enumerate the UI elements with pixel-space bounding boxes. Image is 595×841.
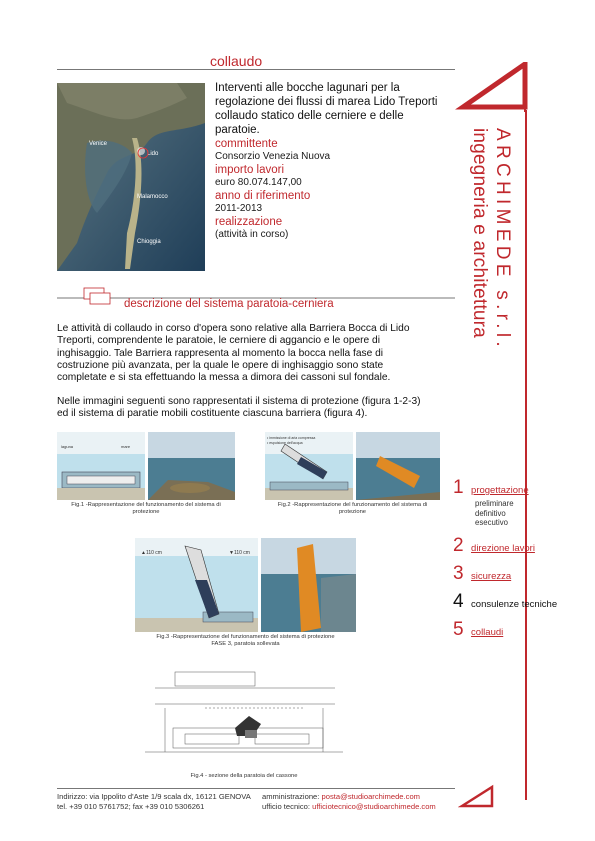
figure-1-caption: Fig.1 -Rappresentazione del funzionamento del sistema di protezione bbox=[71, 502, 221, 515]
menu-item-sicurezza[interactable] bbox=[453, 564, 593, 584]
footer-address: Indirizzo: via Ippolito d'Aste 1/9 scala dx, 16121 GENOVA bbox=[57, 792, 251, 801]
photo-label-venice: Venice bbox=[89, 141, 108, 147]
footer-phone: tel. +39 010 5761752; fax +39 010 5306261 bbox=[57, 802, 205, 811]
figure-3-diagram bbox=[135, 538, 258, 632]
menu-item-collaudi[interactable] bbox=[453, 620, 593, 640]
photo-label-chioggia: Chioggia bbox=[137, 239, 161, 245]
menu-num-5: 5 bbox=[453, 619, 464, 640]
footer-contacts-left bbox=[57, 792, 251, 812]
project-info bbox=[215, 81, 445, 241]
footer-tech-email[interactable]: ufficiotecnico@studioarchimede.com bbox=[312, 802, 436, 811]
menu-item-direzione-lavori[interactable] bbox=[453, 536, 593, 556]
description-paragraph-2: Nelle immagini seguenti sono rappresentati il sistema di protezione (figura 1-2-3) ed il sistema di paratie mobili costituente ciascuna barriera (figura 4). bbox=[57, 396, 421, 420]
figure-1-render bbox=[148, 432, 235, 500]
header-rule bbox=[57, 69, 455, 70]
footer-tech-label: ufficio tecnico: bbox=[262, 802, 310, 811]
footer-contacts-right bbox=[262, 792, 436, 812]
menu-label-direzione-lavori[interactable]: direzione lavori bbox=[471, 543, 535, 554]
description-title: descrizione del sistema paratoia-cerniera bbox=[124, 298, 334, 310]
menu-item-progettazione[interactable] bbox=[453, 478, 593, 498]
figure-1-diagram bbox=[57, 432, 145, 500]
svg-text:mare: mare bbox=[121, 444, 131, 449]
brand-tagline: ingegneria e architettura bbox=[469, 128, 490, 338]
photo-label-lido: Lido bbox=[147, 151, 159, 157]
footer-logo bbox=[458, 784, 498, 810]
figure-2-caption: Fig.2 -Rappresentazione del funzionamento del sistema di protezione bbox=[277, 502, 428, 515]
menu-num-1: 1 bbox=[453, 477, 464, 498]
menu-num-3: 3 bbox=[453, 563, 464, 584]
figure-2-diagram bbox=[265, 432, 353, 500]
svg-text:• immissione di aria compressa: • immissione di aria compressa bbox=[267, 436, 316, 440]
svg-text:• espulsione dell'acqua: • espulsione dell'acqua bbox=[267, 441, 303, 445]
brand-name: ARCHIMEDE s.r.l. bbox=[492, 128, 513, 351]
field-value-committente: Consorzio Venezia Nuova bbox=[215, 151, 331, 162]
menu-label-sicurezza[interactable]: sicurezza bbox=[471, 571, 512, 582]
field-value-realizzazione: (attività in corso) bbox=[215, 229, 289, 240]
footer-admin-email[interactable]: posta@studioarchimede.com bbox=[321, 792, 420, 801]
figure-4-drawing bbox=[145, 668, 343, 756]
field-label-importo: importo lavori bbox=[215, 164, 285, 176]
figure-4-caption: Fig.4 - sezione della paratoia del cassone bbox=[190, 773, 298, 779]
svg-text:laguna: laguna bbox=[61, 444, 74, 449]
menu-label-consulenze-tecniche[interactable]: consulenze tecniche bbox=[471, 599, 558, 610]
vertical-accent-line bbox=[525, 110, 527, 800]
menu-item-consulenze-tecniche[interactable] bbox=[453, 592, 593, 612]
description-paragraph-1: Le attività di collaudo in corso d'opera sono relative alla Barriera Bocca di Lido Treporti, comprendente le paratoie, le cerniere di aggancio e le opere di inghisaggio. Tale Barriera rappresenta al momento la bocca nella fase di costruzione più avanzata, per la quale le opere di inghisaggio sono state completate e si sta effettuando la messa a dimora dei cassoni sul fondale. bbox=[57, 323, 410, 384]
figure-2-render bbox=[356, 432, 440, 500]
menu-label-progettazione[interactable]: progettazione bbox=[471, 485, 529, 496]
section-title: collaudo bbox=[210, 53, 263, 69]
menu-num-2: 2 bbox=[453, 535, 464, 556]
svg-text:▼110 cm: ▼110 cm bbox=[229, 550, 250, 556]
field-label-realizzazione: realizzazione bbox=[215, 216, 283, 228]
figure-3-caption: Fig.3 -Rappresentazione del funzionamento del sistema di protezione FASE 3, paratoia sollevata bbox=[156, 634, 335, 647]
project-title: Interventi alle bocche lagunari per la regolazione dei flussi di marea Lido Treporti collaudo statico delle cerniere e delle paratoie. bbox=[215, 82, 438, 136]
footer-rule bbox=[57, 788, 455, 789]
photo-label-malamocco: Malamocco bbox=[137, 194, 168, 200]
menu-num-4: 4 bbox=[453, 591, 464, 612]
svg-text:▲110 cm: ▲110 cm bbox=[141, 550, 162, 556]
figure-3-render bbox=[261, 538, 356, 632]
field-value-importo: euro 80.074.147,00 bbox=[215, 177, 302, 188]
field-label-anno: anno di riferimento bbox=[215, 190, 311, 202]
lagoon-satellite-photo bbox=[57, 83, 205, 271]
menu-label-collaudi[interactable]: collaudi bbox=[471, 627, 504, 638]
menu-sub-progettazione: preliminare definitivo esecutivo bbox=[475, 499, 514, 527]
archimede-logo bbox=[455, 62, 533, 112]
footer-admin-label: amministrazione: bbox=[262, 792, 320, 801]
field-value-anno: 2011-2013 bbox=[215, 203, 263, 214]
field-label-committente: committente bbox=[215, 138, 278, 150]
